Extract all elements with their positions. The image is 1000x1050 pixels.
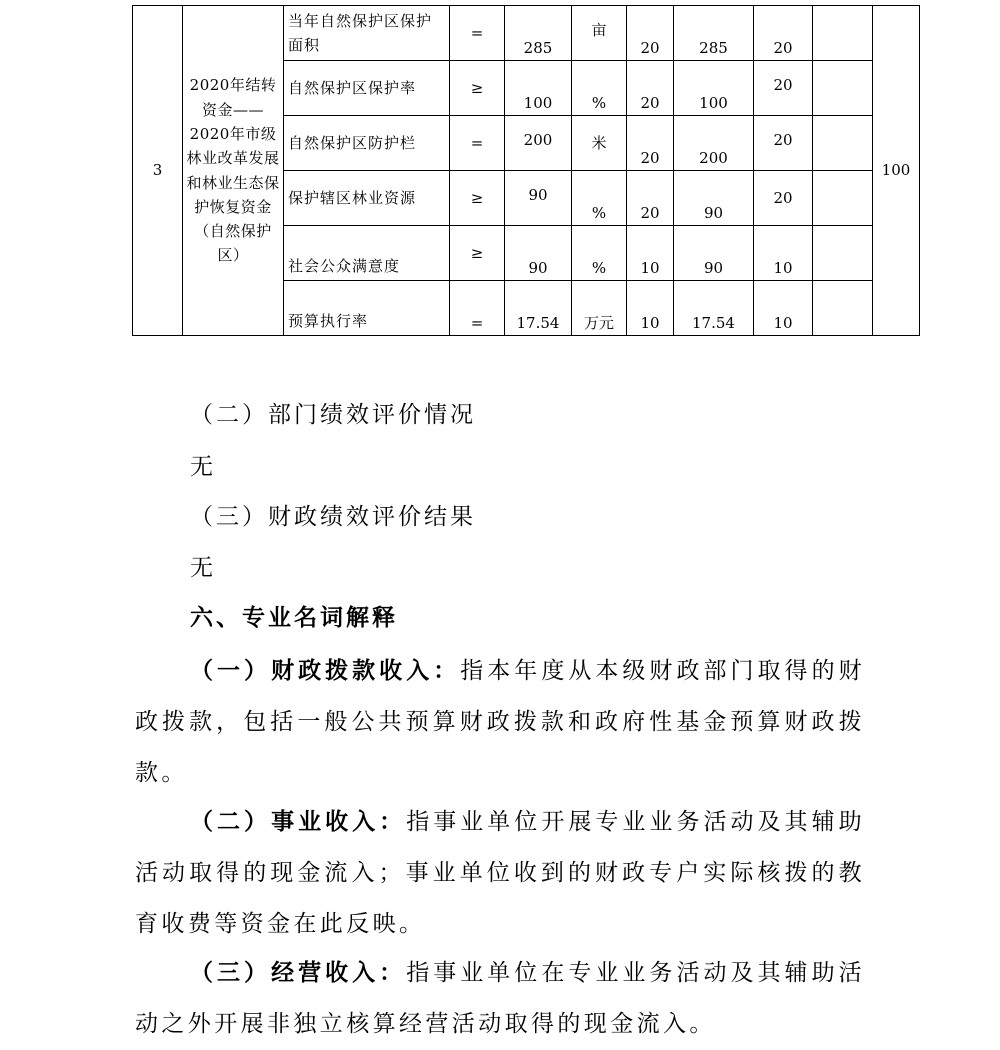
indicator-name: 自然保护区保护率 bbox=[284, 61, 450, 116]
glossary-item-operating-income bbox=[135, 947, 865, 1050]
note bbox=[813, 61, 873, 116]
table-row bbox=[133, 6, 920, 61]
weight: 20 bbox=[627, 116, 674, 171]
unit: 万元 bbox=[572, 281, 627, 336]
actual-value: 200 bbox=[674, 116, 754, 171]
unit: % bbox=[572, 61, 627, 116]
target-value: 90 bbox=[505, 171, 572, 226]
unit: 亩 bbox=[572, 6, 627, 61]
note bbox=[813, 116, 873, 171]
weight: 20 bbox=[627, 6, 674, 61]
unit: % bbox=[572, 171, 627, 226]
actual-value: 90 bbox=[674, 226, 754, 281]
score: 20 bbox=[754, 116, 813, 171]
weight: 20 bbox=[627, 171, 674, 226]
glossary-term: （二）事业收入： bbox=[190, 808, 407, 835]
weight: 10 bbox=[627, 226, 674, 281]
glossary-term: （一）财政拨款收入： bbox=[190, 657, 461, 684]
score: 10 bbox=[754, 226, 813, 281]
unit: % bbox=[572, 226, 627, 281]
indicator-name: 预算执行率 bbox=[284, 281, 450, 336]
score: 10 bbox=[754, 281, 813, 336]
operator: = bbox=[450, 116, 505, 171]
operator: = bbox=[450, 281, 505, 336]
target-value: 17.54 bbox=[505, 281, 572, 336]
unit: 米 bbox=[572, 116, 627, 171]
note bbox=[813, 281, 873, 336]
weight: 20 bbox=[627, 61, 674, 116]
indicator-name: 自然保护区防护栏 bbox=[284, 116, 450, 171]
note bbox=[813, 226, 873, 281]
target-value: 285 bbox=[505, 6, 572, 61]
total-score: 100 bbox=[873, 6, 920, 336]
target-value: 200 bbox=[505, 116, 572, 171]
glossary-text: 指事业单位在专业业务活动及其辅助活动之外开展非独立核算经营活动取得的现金流入。 bbox=[135, 960, 865, 1037]
glossary-term: （三）经营收入： bbox=[190, 959, 407, 986]
glossary-text: 指本年度从本级财政部门取得的财政拨款，包括一般公共预算财政拨款和政府性基金预算财政拨款。 bbox=[135, 658, 865, 786]
actual-value: 285 bbox=[674, 6, 754, 61]
weight: 10 bbox=[627, 281, 674, 336]
fiscal-eval-body: 无 bbox=[190, 555, 216, 581]
actual-value: 90 bbox=[674, 171, 754, 226]
target-value: 100 bbox=[505, 61, 572, 116]
target-value: 90 bbox=[505, 226, 572, 281]
indicator-name: 社会公众满意度 bbox=[284, 226, 450, 281]
note bbox=[813, 6, 873, 61]
dept-eval-heading: （二）部门绩效评价情况 bbox=[190, 402, 476, 428]
note bbox=[813, 171, 873, 226]
glossary-item-business-income bbox=[135, 796, 865, 950]
fiscal-eval-heading: （三）财政绩效评价结果 bbox=[190, 504, 476, 530]
indicator-name: 保护辖区林业资源 bbox=[284, 171, 450, 226]
score: 20 bbox=[754, 6, 813, 61]
glossary-text: 指事业单位开展专业业务活动及其辅助活动取得的现金流入；事业单位收到的财政专户实际核拨的教育收费等资金在此反映。 bbox=[135, 809, 865, 937]
operator: ≥ bbox=[450, 226, 505, 281]
score: 20 bbox=[754, 61, 813, 116]
indicator-name: 当年自然保护区保护面积 bbox=[284, 6, 450, 61]
operator: ≥ bbox=[450, 171, 505, 226]
actual-value: 17.54 bbox=[674, 281, 754, 336]
project-name: 2020年结转资金——2020年市级林业改革发展和林业生态保护恢复资金（自然保护区） bbox=[183, 6, 284, 336]
actual-value: 100 bbox=[674, 61, 754, 116]
score: 20 bbox=[754, 171, 813, 226]
operator: = bbox=[450, 6, 505, 61]
glossary-item-fiscal-appropriation bbox=[135, 645, 865, 799]
operator: ≥ bbox=[450, 61, 505, 116]
dept-eval-body: 无 bbox=[190, 454, 216, 480]
performance-table bbox=[132, 5, 920, 336]
row-index: 3 bbox=[133, 6, 183, 336]
glossary-heading: 六、专业名词解释 bbox=[190, 604, 398, 631]
